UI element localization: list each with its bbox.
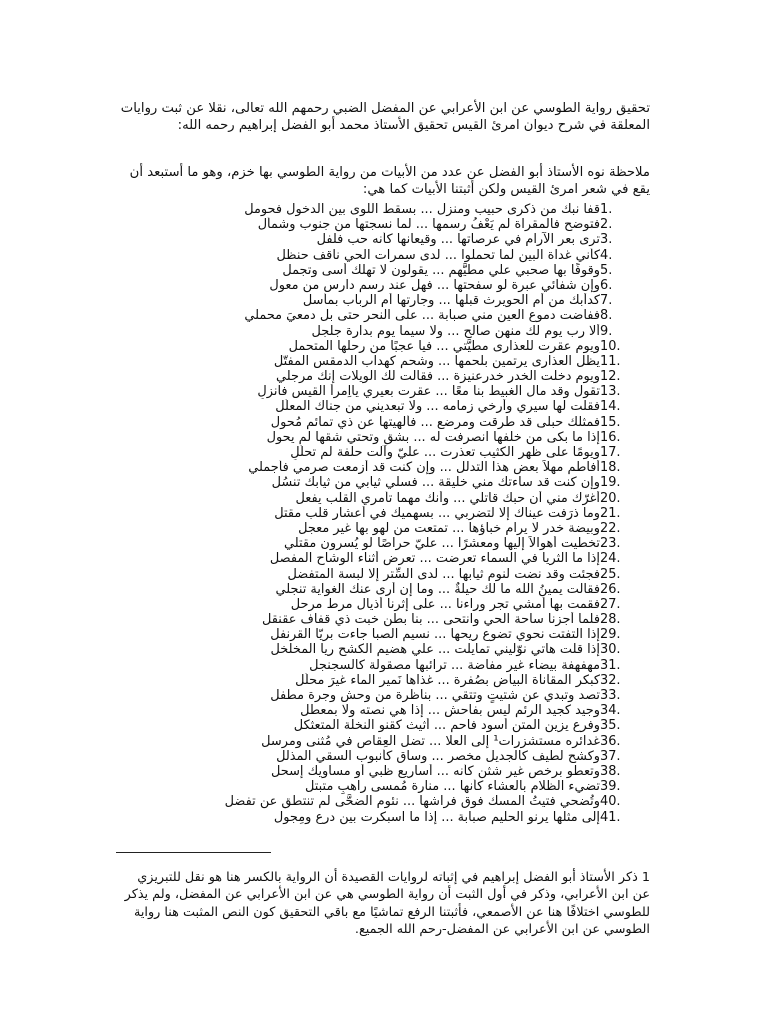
verse-text: ففاضت دموع العين مني صبابة ... على النحر حتى بل دمعيَ محملي <box>244 308 600 324</box>
verse-number: 6. <box>600 277 613 293</box>
verse-line <box>118 415 650 430</box>
verse-text: وجيد كجيد الرئم ليس بفاحش ... إذا هي نصته ولا بمعطل <box>300 703 600 719</box>
verse-text: فمثلك حبلى قد طرقت ومرضع ... فألهيتها عن ذي تمائم مُحول <box>270 414 600 430</box>
verse-line <box>118 248 650 263</box>
verse-line <box>118 627 650 642</box>
verse-line <box>118 384 650 399</box>
verse-text: إذا التفتت نحوي تضوع ريحها ... نسيم الصبا جاءت بريّا القرنفل <box>270 627 600 643</box>
verse-line <box>118 399 650 414</box>
verse-text: قفا نبك من ذكرى حبيب ومنزل ... بسقط اللوى بين الدخول فحومل <box>244 202 600 217</box>
verse-text: إذا ما بكى من خلفها انصرفت له ... بشق وتحتي شقها لم يحول <box>266 429 600 445</box>
verse-number: 37. <box>600 748 621 764</box>
verse-line <box>118 430 650 445</box>
verse-line <box>118 521 650 536</box>
verse-line <box>118 263 650 278</box>
verse-line <box>118 445 650 460</box>
verse-text: ترى بعر الآرام في عرصاتها ... وقيعانها كأنه حب فلفل <box>316 232 600 248</box>
verse-text: مهفهفة بيضاء غير مفاضة ... ترائبها مصقولة كالسجنجل <box>309 657 600 673</box>
verse-number: 13. <box>600 384 621 400</box>
verse-number: 29. <box>600 627 621 643</box>
verse-line <box>118 810 650 825</box>
verse-number: 14. <box>600 399 621 415</box>
verse-text: فتوضح فالمقراة لم يَعْفُ رسمها ... لما نسجتها من جنوب وشمأل <box>257 217 600 233</box>
verse-number: 26. <box>600 581 621 597</box>
verse-number: 23. <box>600 536 621 552</box>
verse-text: يظل العذارى يرتمين بلحمها ... وشحم كهداب الدمقس المفتّل <box>273 353 600 369</box>
verse-line <box>118 718 650 733</box>
verse-line <box>118 688 650 703</box>
verse-text: ويومًا على ظهر الكثيب تعذرت ... عليّ وآلت حلفة لم تحلّلِ <box>290 445 600 460</box>
verse-text: وقوفًا بها صحبي علي مطيَّهم ... يقولون لا تهلك أسى وتجمل <box>282 262 600 278</box>
verse-line <box>118 536 650 551</box>
verse-line <box>118 597 650 612</box>
verse-line <box>118 460 650 475</box>
verse-number: 8. <box>600 308 613 324</box>
verse-text: ويوم عقرت للعذارى مطيَّتي ... فيا عجبًا من رحلها المتحمل <box>288 338 600 354</box>
verse-text: وبيضة خدر لا يرام خباؤها ... تمتعت من لهو بها غير معجل <box>298 520 600 536</box>
verse-line <box>118 734 650 749</box>
verse-number: 7. <box>600 293 613 309</box>
verse-text: فقمت بها أمشي تجر وراءنا ... على إثرنا أذيال مرط مرحل <box>290 596 600 612</box>
verse-text: ألا رب يوم لك منهن صالح ... ولا سيما يوم بدارة جلجل <box>311 323 600 339</box>
verse-text: فلما أجزنا ساحة الحي وانتحى ... بنا بطن خبت ذي قفاف عقنقل <box>262 612 600 628</box>
footnote-separator <box>116 852 271 853</box>
verse-line <box>118 293 650 308</box>
verse-text: إلى مثلها يرنو الحليم صبابة ... إذا ما اسبكرت بين درع ومِجول <box>273 809 600 825</box>
verse-line <box>118 491 650 506</box>
verse-line <box>118 202 650 217</box>
verse-number: 30. <box>600 642 621 658</box>
verse-text: وتُضحي فتيتُ المسك فوق فراشها ... نئوم الضحَّى لم تنتطق عن تفضل <box>224 794 600 810</box>
verse-line <box>118 308 650 323</box>
verse-text: تخطيت أهوالاً إليها ومعشرًا ... عليّ حراصًا لو يُسرون مقتلي <box>283 536 600 552</box>
verse-number: 25. <box>600 566 621 582</box>
verse-line <box>118 369 650 384</box>
verse-text: أغرّك مني أن حبك قاتلي ... وأنك مهما تأمري القلب يفعل <box>295 490 600 506</box>
verse-text: فجئت وقد نضت لنوم ثيابها ... لدى السِّتر إلا لبسة المتفضل <box>287 566 600 582</box>
verse-number: 32. <box>600 672 621 688</box>
verse-number: 41. <box>600 809 621 825</box>
verse-text: وتعطو برخص غير شثن كأنه ... أساريع ظبي أو مساويك إسحل <box>271 763 600 779</box>
verse-line <box>118 794 650 809</box>
verse-line <box>118 475 650 490</box>
verse-line <box>118 506 650 521</box>
verse-line <box>118 749 650 764</box>
verse-text: كبكر المقاناة البياض بصُفرة ... غذاها نَمير الماء غيرَ محلّل <box>295 672 600 688</box>
verse-number: 34. <box>600 703 621 719</box>
verse-text: وفرع يزين المتن أسود فاحم ... أثيث كقنو النخلة المتعثكل <box>293 718 600 734</box>
verse-number: 2. <box>600 217 613 233</box>
verse-line <box>118 642 650 657</box>
verse-text: وما ذرَفت عيناك إلا لتضربي ... بسهميك في أعشار قلب مقتل <box>274 505 600 521</box>
verse-number: 21. <box>600 505 621 521</box>
verse-number: 17. <box>600 445 621 460</box>
verse-line <box>118 324 650 339</box>
verse-line <box>118 217 650 232</box>
verse-number: 5. <box>600 262 613 278</box>
verse-number: 38. <box>600 763 621 779</box>
verse-number: 11. <box>600 353 621 369</box>
verse-text: ويوم دخلت الخدر خدرعنيزة ... فقالت لك الويلات إنك مرجلي <box>276 369 600 385</box>
verse-line <box>118 779 650 794</box>
verse-number: 24. <box>600 551 621 567</box>
verse-text: تقول وقد مال الغبيط بنا معًا ... عقرت بعيري يااِمرأ القيس فانزلِ <box>257 384 600 400</box>
verse-number: 3. <box>600 232 613 248</box>
verse-text: وكشح لطيف كالجديل مخصر ... وساق كأنبوب السقي المذلل <box>276 748 600 764</box>
verse-number: 15. <box>600 414 621 430</box>
verse-number: 31. <box>600 657 621 673</box>
verse-number: 40. <box>600 794 621 810</box>
verse-text: إذا قلت هاتي نوّليني تمايلت ... علي هضيم الكشح ريا المخلخل <box>270 642 600 658</box>
verse-number: 20. <box>600 490 621 506</box>
verse-line <box>118 764 650 779</box>
verse-line <box>118 658 650 673</box>
intro-paragraph: تحقيق رواية الطوسي عن ابن الأعرابي عن المفضل الضبي رحمهم الله تعالى، نقلا عن ثبت روايات المعلقة في شرح ديوان امرئ القيس تحقيق الأستاذ محمد أبو الفضل إبراهيم رحمه الله: <box>120 101 650 133</box>
verse-number: 18. <box>600 460 621 476</box>
verse-number: 16. <box>600 429 621 445</box>
verse-number: 9. <box>600 323 613 339</box>
verse-number: 4. <box>600 247 613 263</box>
verse-text: كأني غداة البين لما تحملوا ... لدى سمرات الحي ناقف حنظل <box>276 247 600 263</box>
verse-text: تصد وتبدي عن شتيتٍ وتتقي ... بناظرة من وحش وجرة مطفل <box>270 688 600 703</box>
verse-line <box>118 567 650 582</box>
verse-number: 12. <box>600 369 621 385</box>
verse-number: 35. <box>600 718 621 734</box>
verse-text: غدائره مستشزرات¹ إلى العلا ... تضل العِقاص في مُثنى ومرسل <box>261 733 600 749</box>
verse-number: 28. <box>600 612 621 628</box>
verse-number: 27. <box>600 596 621 612</box>
verse-text: وإن كنت قد ساءتك مني خليقة ... فسلي ثيابي من ثيابك تنسُل <box>271 475 600 491</box>
verse-number: 1. <box>600 202 613 217</box>
verse-number: 22. <box>600 520 621 536</box>
verse-line <box>118 673 650 688</box>
verse-list <box>118 202 650 825</box>
verse-number: 36. <box>600 733 621 749</box>
verse-text: فقلت لها سيري وأرخي زمامه ... ولا تبعديني من جناك المعلّل <box>275 399 600 415</box>
verse-number: 33. <box>600 688 621 703</box>
verse-line <box>118 232 650 247</box>
verse-line <box>118 612 650 627</box>
verse-text: وإن شفائي عبرة لو سفحتها ... فهل عند رسم دارس من معول <box>269 277 600 293</box>
verse-number: 19. <box>600 475 621 491</box>
verse-number: 39. <box>600 779 621 795</box>
footnote: 1 ذكر الأستاذ أبو الفضل إبراهيم في إثباته لروايات القصيدة أن الرواية بالكسر هنا هو نقل للتبريزي عن ابن الأعرابي، وذكر في أول الثبت أن رواية الطوسي هي عن ابن الأعرابي عن المفضل، ولم يذكر للطوسي اختلافًا هنا عن الأصمعي، فأثبتنا الرفع تماشيًا مع باقي التحقيق كون النص المثبت هنا رواية الطوسي عن ابن الأعرابي عن المفضل-رحم الله الجميع. <box>124 869 650 938</box>
verse-line <box>118 278 650 293</box>
verse-text: تضيء الظلام بالعشاء كأنها ... منارة مُمسى راهبٍ متبتل <box>305 779 600 795</box>
verse-line <box>118 582 650 597</box>
verse-line <box>118 703 650 718</box>
verse-number: 10. <box>600 338 621 354</box>
verse-text: إذا ما الثريا في السماء تعرضت ... تعرض أثناء الوشاح المفصل <box>269 551 600 567</box>
verse-text: أفاطم مهلاً بعض هذا التدلل ... وإن كنت قد أزمعت صرمي فأجملي <box>248 460 600 476</box>
verse-line <box>118 551 650 566</box>
note-paragraph: ملاحظة نوه الأستاذ أبو الفضل عن عدد من الأبيات من رواية الطوسي بها خزم، وهو ما أستبعد أن يقع في شعر امرئ القيس ولكن أثبتنا الأبيات كما هي: <box>129 165 650 197</box>
verse-line <box>118 354 650 369</box>
verse-line <box>118 339 650 354</box>
verse-text: فقالت يمينُ الله ما لك حيلةٌ ... وما إن أرى عنك الغواية تنجلي <box>275 581 600 597</box>
verse-text: كدأبك من أم الحويرث قبلها ... وجارتها أم الرباب بمأسل <box>302 293 600 309</box>
